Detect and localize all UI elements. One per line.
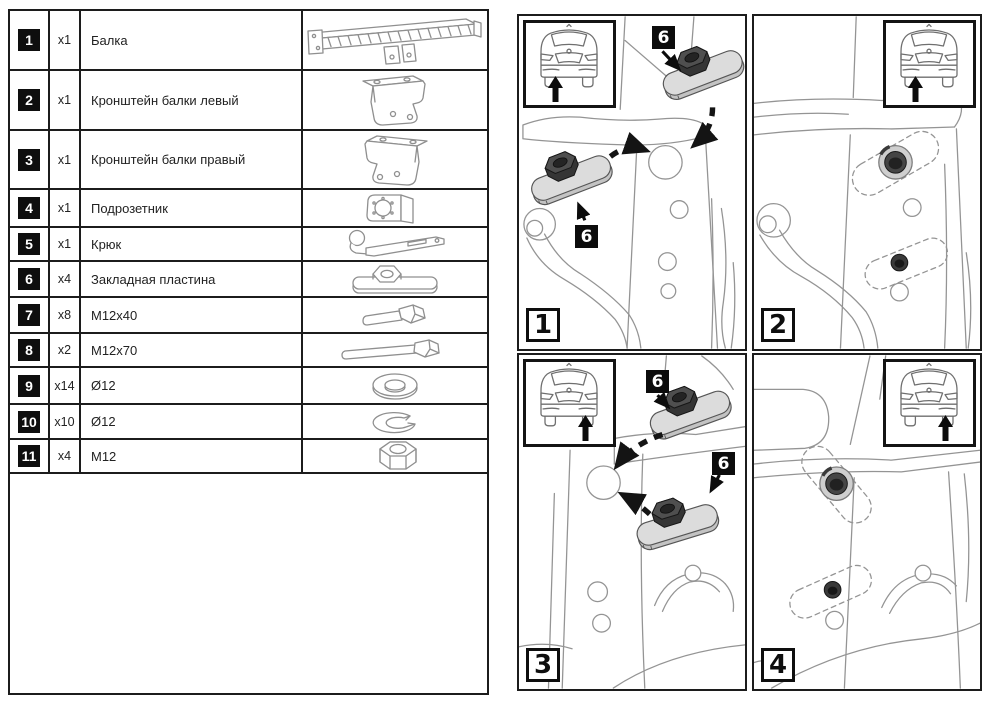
part-qty: x10 <box>50 405 81 438</box>
location-up-arrow-icon <box>938 415 953 441</box>
step-panel-4 <box>752 353 982 691</box>
anchor-plate-illustration <box>630 487 722 552</box>
bolt-m12x70-icon <box>335 336 455 364</box>
step-panel-2 <box>752 14 982 351</box>
part-qty: x2 <box>50 334 81 366</box>
table-row <box>10 334 487 368</box>
part-number-badge: 1 <box>18 29 40 51</box>
part-qty: x1 <box>50 11 81 69</box>
part-qty: x1 <box>50 228 81 260</box>
location-up-arrow-icon <box>908 76 923 102</box>
anchor-plate-icon <box>339 263 451 295</box>
part-name: Балка <box>81 11 303 69</box>
part-name: Крюк <box>81 228 303 260</box>
table-row <box>10 228 487 262</box>
part-number-badge: 9 <box>18 375 40 397</box>
step-panel-3 <box>517 353 747 691</box>
location-up-arrow-icon <box>548 76 563 102</box>
nut-m12-icon <box>365 440 425 472</box>
dashed-motion-arrow <box>618 435 662 515</box>
car-location-inset <box>523 20 616 108</box>
car-rear-view-icon <box>529 23 609 93</box>
step-number-badge: 2 <box>761 308 795 342</box>
part-qty: x1 <box>50 190 81 226</box>
part-qty: x8 <box>50 298 81 332</box>
part-number-badge: 4 <box>18 197 40 219</box>
step-number-badge: 4 <box>761 648 795 682</box>
callout-badge-part-6: 6 <box>712 452 735 475</box>
car-rear-view-icon <box>529 362 609 432</box>
location-up-arrow-icon <box>578 415 593 441</box>
step-panel-1 <box>517 14 747 351</box>
callout-badge-part-6: 6 <box>652 26 675 49</box>
part-number-badge: 8 <box>18 339 40 361</box>
washer-flat-icon <box>360 369 430 403</box>
table-row <box>10 440 487 474</box>
table-row <box>10 262 487 298</box>
table-row <box>10 190 487 228</box>
part-number-badge: 2 <box>18 89 40 111</box>
tow-hook-icon <box>340 229 450 259</box>
step-number-badge: 1 <box>526 308 560 342</box>
bolt-m12x40-icon <box>350 300 440 330</box>
part-qty: x4 <box>50 262 81 296</box>
part-name: М12х40 <box>81 298 303 332</box>
anchor-plate-illustration <box>523 138 616 208</box>
table-row <box>10 71 487 131</box>
table-row <box>10 405 487 440</box>
part-name: М12х70 <box>81 334 303 366</box>
part-name: Кронштейн балки правый <box>81 131 303 188</box>
part-name: Кронштейн балки левый <box>81 71 303 129</box>
part-number-badge: 3 <box>18 149 40 171</box>
part-number-badge: 7 <box>18 304 40 326</box>
car-location-inset <box>883 20 976 108</box>
part-number-badge: 6 <box>18 268 40 290</box>
beam-icon <box>306 13 484 67</box>
part-name: Ø12 <box>81 405 303 438</box>
car-location-inset <box>523 359 616 447</box>
part-name: Ø12 <box>81 368 303 403</box>
socket-plate-icon <box>355 191 435 225</box>
part-number-badge: 11 <box>18 445 40 467</box>
part-number-badge: 5 <box>18 233 40 255</box>
part-name: Закладная пластина <box>81 262 303 296</box>
car-location-inset <box>883 359 976 447</box>
part-qty: x1 <box>50 131 81 188</box>
part-qty: x14 <box>50 368 81 403</box>
table-row <box>10 298 487 334</box>
callout-badge-part-6: 6 <box>646 370 669 393</box>
part-name: М12 <box>81 440 303 472</box>
table-row <box>10 11 487 71</box>
beam-bracket-left-icon <box>335 72 455 128</box>
beam-bracket-right-icon <box>335 132 455 188</box>
step-number-badge: 3 <box>526 648 560 682</box>
washer-spring-icon <box>360 406 430 438</box>
table-row <box>10 131 487 190</box>
part-qty: x4 <box>50 440 81 472</box>
car-rear-view-icon <box>889 362 969 432</box>
part-number-badge: 10 <box>18 411 40 433</box>
car-rear-view-icon <box>889 23 969 93</box>
parts-table <box>8 9 489 695</box>
callout-badge-part-6: 6 <box>575 225 598 248</box>
table-row <box>10 368 487 405</box>
part-qty: x1 <box>50 71 81 129</box>
part-name: Подрозетник <box>81 190 303 226</box>
